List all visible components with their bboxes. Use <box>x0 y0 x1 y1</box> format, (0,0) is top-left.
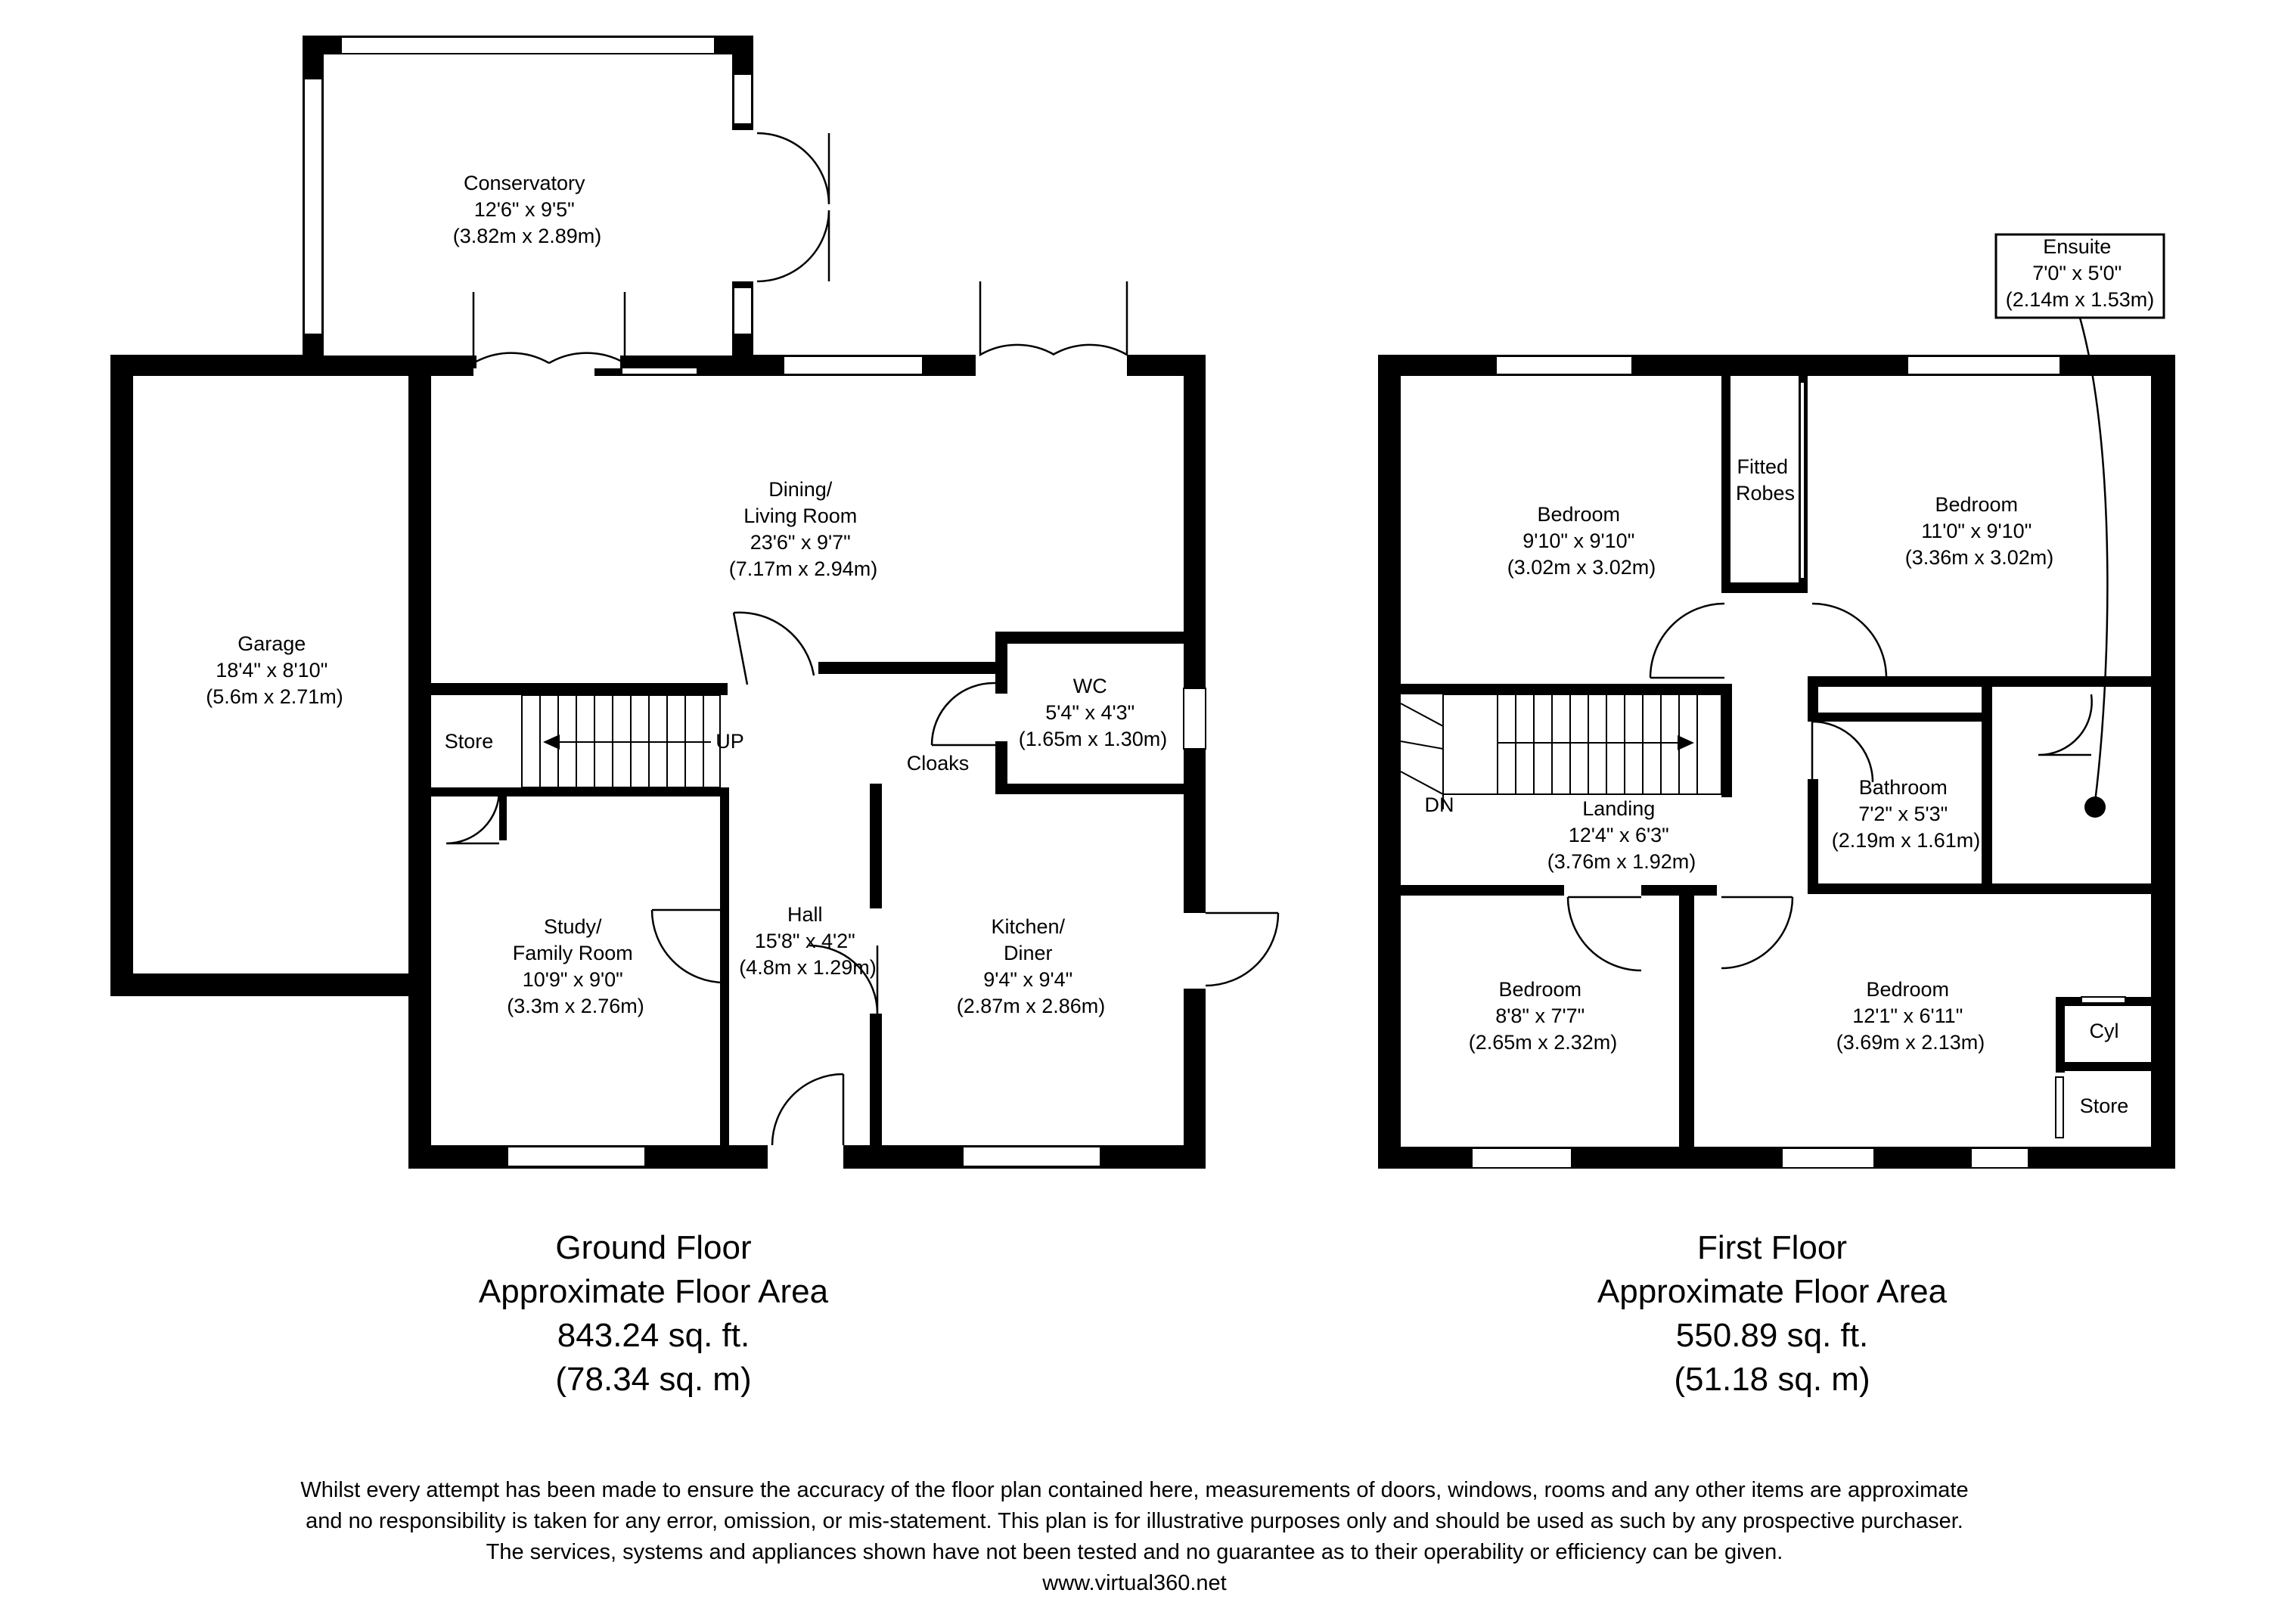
first-floor-name: First Floor <box>1697 1229 1847 1266</box>
study-family-label: Study/ Family Room 10'9" x 9'0" (3.3m x 2.76m) <box>507 915 644 1017</box>
ground-floor-summary <box>313 1226 994 1402</box>
wc-label: WC 5'4" x 4'3" (1.65m x 1.30m) <box>1018 675 1168 750</box>
first-floor-plan <box>1378 234 2175 1169</box>
first-floor-area-sqm: (51.18 sq. m) <box>1674 1361 1870 1398</box>
landing-label: Landing 12'4" x 6'3" (3.76m x 1.92m) <box>1547 797 1696 873</box>
first-floor-summary <box>1432 1226 2112 1402</box>
ground-floor-area-label: Approximate Floor Area <box>478 1273 829 1310</box>
fitted-robes-label: Fitted Robes <box>1735 455 1796 505</box>
first-floor-area-sqft: 550.89 sq. ft. <box>1675 1317 1869 1354</box>
bedroom-3-label: Bedroom 8'8" x 7'7" (2.65m x 2.32m) <box>1468 978 1618 1054</box>
ground-floor-area-sqm: (78.34 sq. m) <box>555 1361 752 1398</box>
conservatory-label: Conservatory 12'6" x 9'5" (3.82m x 2.89m) <box>452 172 602 247</box>
website-link[interactable]: www.virtual360.net <box>1042 1571 1227 1595</box>
disclaimer-line: The services, systems and appliances shown have not been tested and no guarantee as to their operability or efficiency can be given. <box>486 1540 1783 1564</box>
garage-label: Garage 18'4" x 8'10" (5.6m x 2.71m) <box>206 632 343 708</box>
cylinder-label: Cyl <box>2089 1020 2119 1042</box>
disclaimer <box>0 1475 2269 1599</box>
cloaks-label: Cloaks <box>906 752 970 775</box>
first-floor-area-label: Approximate Floor Area <box>1597 1273 1948 1310</box>
ground-floor-walls <box>408 355 1206 1169</box>
ground-floor-name: Ground Floor <box>555 1229 752 1266</box>
hall-label: Hall 15'8" x 4'2" (4.8m x 1.29m) <box>739 903 877 979</box>
bedroom-2-label: Bedroom 11'0" x 9'10" (3.36m x 3.02m) <box>1904 493 2054 569</box>
bathroom-label: Bathroom 7'2" x 5'3" (2.19m x 1.61m) <box>1831 776 1981 852</box>
stairs-up-label: UP <box>715 730 744 753</box>
kitchen-diner-label: Kitchen/ Diner 9'4" x 9'4" (2.87m x 2.86m) <box>956 915 1106 1017</box>
dining-living-label: Dining/ Living Room 23'6" x 9'7" (7.17m x 2.94m) <box>728 478 878 580</box>
disclaimer-line: and no responsibility is taken for any error, omission, or mis-statement. This plan is for illustrative purposes only and should be used as such by any prospective purchaser. <box>306 1509 1963 1533</box>
store-first-label: Store <box>2079 1095 2129 1117</box>
store-ground-label: Store <box>444 730 494 753</box>
ensuite-label: Ensuite 7'0" x 5'0" (2.14m x 1.53m) <box>2005 235 2155 311</box>
ground-floor-area-sqft: 843.24 sq. ft. <box>557 1317 750 1354</box>
stairs-down-label: DN <box>1424 793 1454 816</box>
bedroom-1-label: Bedroom 9'10" x 9'10" (3.02m x 3.02m) <box>1507 503 1656 579</box>
disclaimer-line: Whilst every attempt has been made to ensure the accuracy of the floor plan contained here, measurements of doors, windows, rooms and any other items are approximate <box>300 1478 1969 1502</box>
bedroom-4-label: Bedroom 12'1" x 6'11" (3.69m x 2.13m) <box>1836 978 1985 1054</box>
